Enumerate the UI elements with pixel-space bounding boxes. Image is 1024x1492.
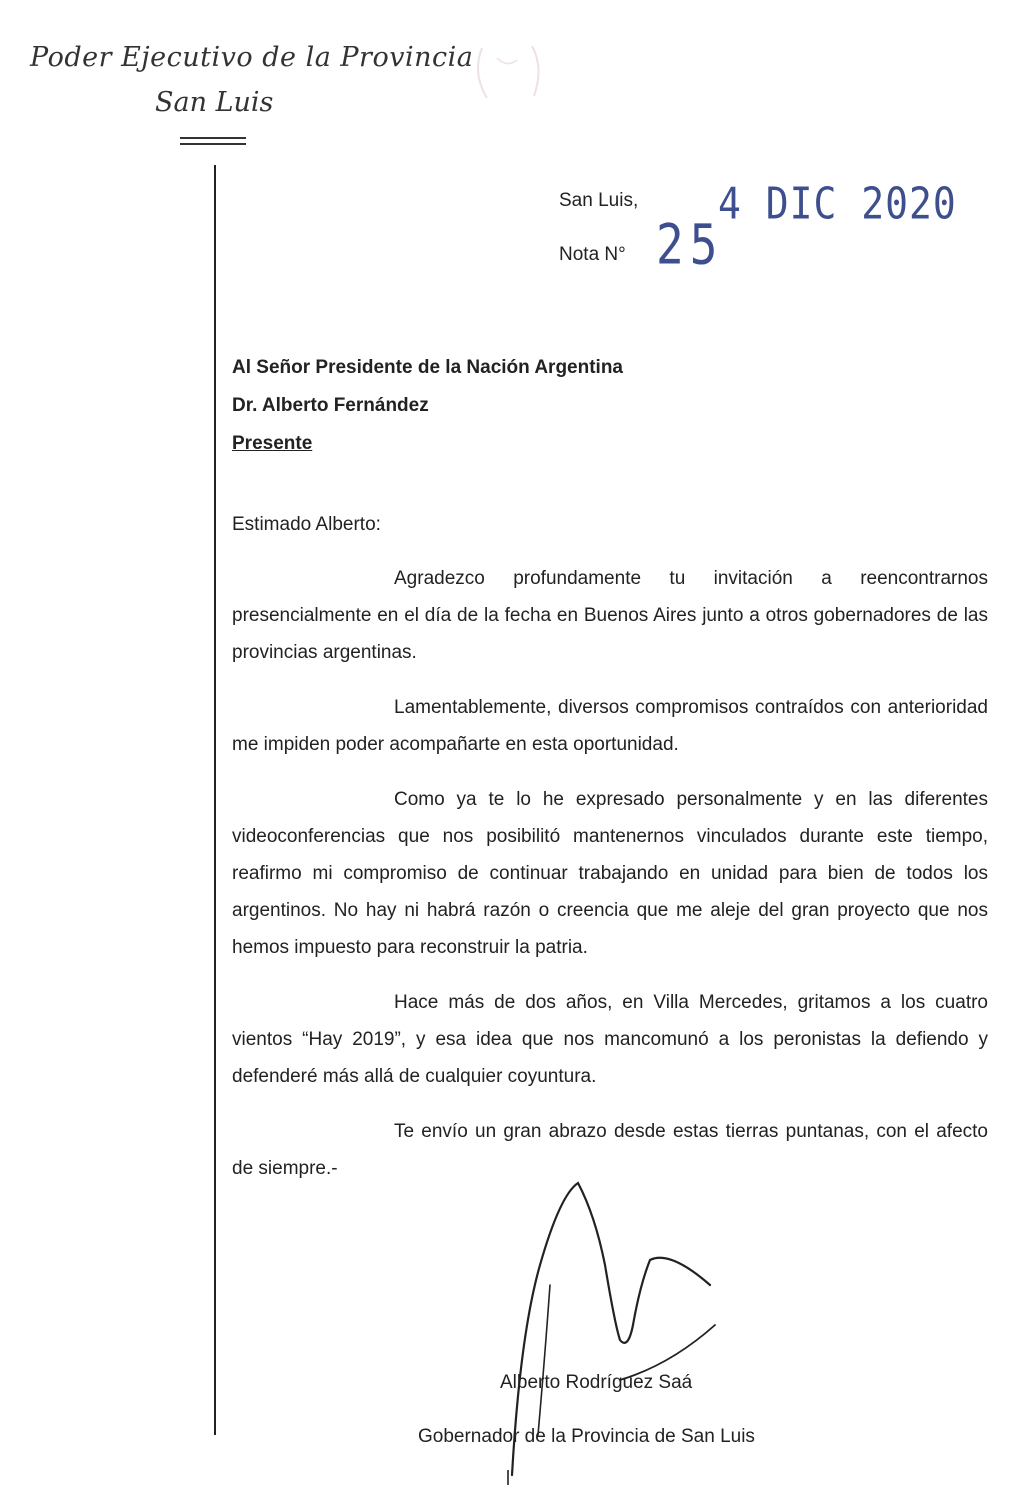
date-stamp: 4 DIC 2020	[718, 178, 957, 229]
body-paragraph: Como ya te lo he expresado personalmente y en las diferentes videoconferencias que nos posibilitó mantenernos vinculados durante este tiempo, reafirmo mi compromiso de continuar trabajando en unidad para bien de todos los argentinos. No hay ni habrá razón o creencia que me aleje del gran proyecto que nos hemos impuesto para reconstruir la patria.	[232, 789, 988, 958]
letterhead-rule-bottom	[180, 143, 246, 145]
greeting: Estimado Alberto:	[232, 514, 381, 535]
signer-name: Alberto Rodríguez Saá	[500, 1372, 693, 1393]
left-margin-rule	[214, 165, 216, 1435]
faint-seal-mark	[462, 38, 552, 108]
letterhead-rule-top	[180, 137, 246, 139]
addressee-line-2: Dr. Alberto Fernández	[232, 395, 429, 416]
place-label: San Luis,	[559, 190, 639, 211]
addressee-block	[232, 349, 623, 463]
letterhead-province: San Luis	[155, 87, 274, 118]
addressee-line-1: Al Señor Presidente de la Nación Argentina	[232, 357, 624, 378]
body-paragraph: Agradezco profundamente tu invitación a reencontrarnos presencialmente en el día de la fecha en Buenos Aires junto a otros gobernadores de las provincias argentinas.	[232, 568, 988, 663]
note-number-stamp: 25	[656, 212, 724, 277]
nota-label: Nota N°	[559, 244, 626, 265]
letterhead-title: Poder Ejecutivo de la Provincia	[30, 42, 474, 73]
addressee-line-3: Presente	[232, 433, 313, 454]
signer-title: Gobernador de la Provincia de San Luis	[418, 1426, 755, 1447]
letter-body	[232, 560, 988, 1205]
body-paragraph: Te envío un gran abrazo desde estas tierras puntanas, con el afecto de siempre.-	[232, 1121, 988, 1179]
body-paragraph: Lamentablemente, diversos compromisos contraídos con anterioridad me impiden poder acompañarte en esta oportunidad.	[232, 697, 988, 755]
letterhead	[30, 42, 474, 118]
body-paragraph: Hace más de dos años, en Villa Mercedes, gritamos a los cuatro vientos “Hay 2019”, y esa idea que nos mancomunó a los peronistas la defiendo y defenderé más allá de cualquier coyuntura.	[232, 992, 988, 1087]
